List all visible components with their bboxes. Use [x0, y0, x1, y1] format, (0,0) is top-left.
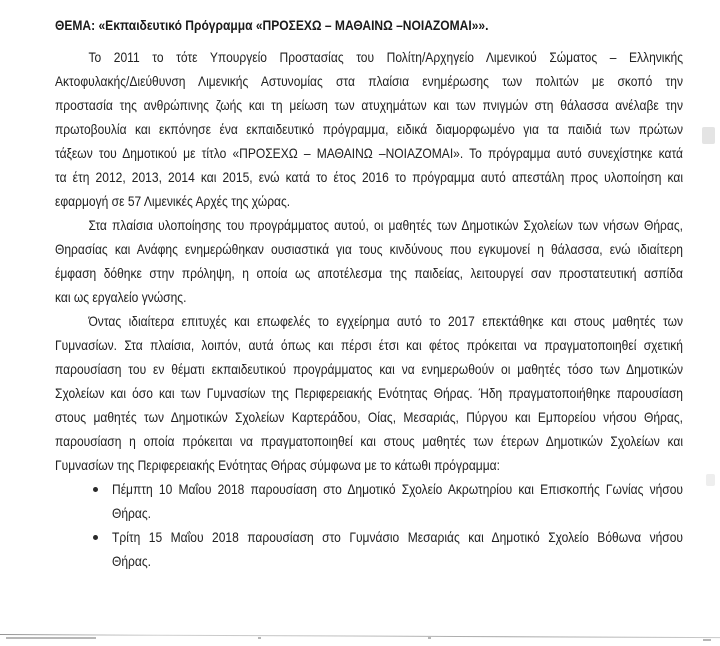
- paragraph-line: [55, 237, 683, 261]
- list-item-line: [112, 549, 683, 573]
- list-item: [55, 525, 683, 573]
- line-text: Το 2011 το τότε Υπουργείο Προστασίας του Πολίτη/Αρχηγείο Λιμενικού Σώματος – Ελληνικής: [88, 49, 683, 65]
- list-item: [55, 477, 683, 525]
- line-text: τα έτη 2012, 2013, 2014 και 2015, ενώ κατά το έτος 2016 το πρόγραμμα αυτό απεστάλη προς υλοποίηση και: [55, 169, 684, 185]
- line-text: Σχολείων και όσο και των Γυμνασίων της Περιφερειακής Ενότητας Θήρας. Ήδη πραγματοποιήθηκε παρουσίαση: [55, 385, 684, 401]
- scan-artifact-tick: [258, 637, 261, 639]
- line-text: Γυμνασίων της Περιφερειακής Ενότητας Θήρας σύμφωνα με το κάτωθι πρόγραμμα:: [55, 457, 500, 473]
- list-item-line: [112, 501, 683, 525]
- list-item-line: [112, 477, 683, 501]
- line-text: παρουσίαση η οποία πρόκειται να πραγματοποιηθεί και στους μαθητές των έτερων Δημοτικών Σχολείων και: [55, 433, 684, 449]
- line-text: παρουσίαση του εν θέματι εκπαιδευτικού προγράμματος και να ενημερωθούν οι μαθητές τόσο των Δημοτικών: [55, 361, 684, 377]
- paragraph-line: [55, 141, 683, 165]
- scan-artifact-tick: [703, 639, 711, 641]
- paragraph-line: [55, 309, 683, 333]
- scan-artifact-tick: [428, 637, 431, 639]
- line-text: έμφαση δόθηκε στην πρόληψη, η οποία ως αποτέλεσμα της παιδείας, λειτουργεί σαν προστατευτική ασπίδα: [55, 265, 684, 281]
- paragraph-line: [55, 357, 683, 381]
- line-text: εφαρμογή σε 57 Λιμενικές Αρχές της χώρας.: [55, 193, 291, 209]
- scan-artifact-smudge: [706, 474, 715, 486]
- line-text: Όντας ιδιαίτερα επιτυχές και επωφελές το εγχείρημα αυτό το 2017 επεκτάθηκε και στους μαθητές των: [88, 313, 683, 329]
- line-text: στους μαθητές των Δημοτικών Σχολείων Καρτεράδου, Οίας, Μεσαριάς, Πύργου και Εμπορείου νήσου Θήρας,: [55, 409, 684, 425]
- line-text: Γυμνασίων. Στα πλαίσια, λοιπόν, αυτά όπως και πέρσι έτσι και φέτος πρόκειται να πραγματοποιηθεί σχετική: [55, 337, 684, 353]
- document-title: [55, 13, 683, 37]
- line-text: Θήρας.: [112, 505, 152, 521]
- bullet-icon: [93, 535, 98, 540]
- paragraph-line: [55, 405, 683, 429]
- line-text: και ως εργαλείο γνώσης.: [55, 289, 187, 305]
- list-item-line: [112, 525, 683, 549]
- paragraph-line: [55, 93, 683, 117]
- paragraph-line: [55, 453, 683, 477]
- line-text: Στα πλαίσια υλοποίησης του προγράμματος αυτού, οι μαθητές των Δημοτικών Σχολείων των νήσων Θήρας,: [88, 217, 683, 233]
- scan-artifact-dash: [6, 637, 96, 639]
- line-text: Ακτοφυλακής/Διεύθυνση Λιμενικής Αστυνομίας στα πλαίσια ενημέρωσης των πολιτών με σκοπό την: [55, 73, 684, 89]
- paragraph-line: [55, 45, 683, 69]
- line-text: πρωτοβουλία και εκπόνησε ένα εκπαιδευτικό πρόγραμμα, ειδικά διαμορφωμένο για τα παιδιά των πρώτων: [55, 121, 684, 137]
- scan-artifact-line: [0, 634, 720, 638]
- paragraph-line: [55, 429, 683, 453]
- line-text: Θήρας.: [112, 553, 152, 569]
- line-text: Πέμπτη 10 Μαΐου 2018 παρουσίαση στο Δημοτικό Σχολείο Ακρωτηρίου και Επισκοπής Γωνίας νήσου: [112, 481, 683, 497]
- line-text: προστασία της ανθρώπινης ζωής και τη μείωση των ατυχημάτων και των πνιγμών στη θάλασσα ανέλαβε την: [55, 97, 683, 113]
- paragraph-line: [55, 381, 683, 405]
- paragraph-line: [55, 333, 683, 357]
- paragraph-line: [55, 165, 683, 189]
- paragraph-line: [55, 261, 683, 285]
- line-text: τάξεων του Δημοτικού με τίτλο «ΠΡΟΣΕΧΩ – ΜΑΘΑΙΝΩ –ΝΟΙΑΖΟΜΑΙ». Το πρόγραμμα αυτό συνεχίστηκε κατά: [55, 145, 684, 161]
- paragraph-line: [55, 69, 683, 93]
- paragraph-line: [55, 213, 683, 237]
- paragraph-line: [55, 189, 683, 213]
- line-text: Θηρασίας και Ανάφης ενημερώθηκαν ουσιαστικά για τους κινδύνους που εγκυμονεί η θάλασσα, ενώ ιδιαίτερη: [55, 241, 683, 257]
- document-body: [55, 13, 683, 573]
- paragraph-line: [55, 285, 683, 309]
- scan-artifact-smudge: [702, 127, 715, 144]
- paragraph-3: [55, 309, 683, 477]
- bullet-icon: [93, 487, 98, 492]
- document-title-text: ΘΕΜΑ: «Εκπαιδευτικό Πρόγραμμα «ΠΡΟΣΕΧΩ – ΜΑΘΑΙΝΩ –ΝΟΙΑΖΟΜΑΙ»».: [55, 17, 489, 33]
- paragraph-line: [55, 117, 683, 141]
- paragraph-2: [55, 213, 683, 309]
- line-text: Τρίτη 15 Μαΐου 2018 παρουσίαση στο Γυμνάσιο Μεσαριάς και Δημοτικό Σχολείο Βόθωνα νήσου: [112, 529, 683, 545]
- paragraph-1: [55, 45, 683, 213]
